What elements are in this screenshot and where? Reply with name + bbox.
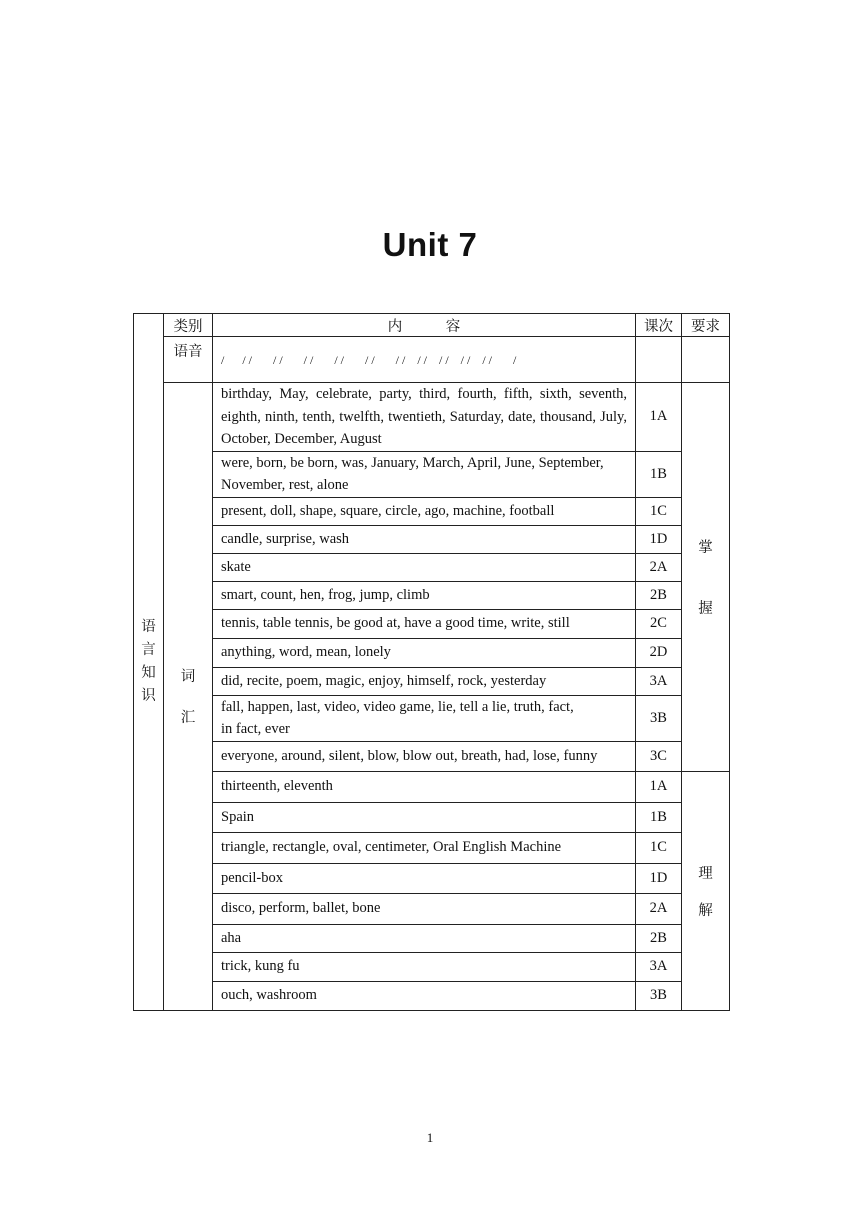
- table-row: [134, 638, 730, 667]
- lesson-cell: 2B: [636, 581, 682, 609]
- table-row: [134, 832, 730, 863]
- header-category: 类别: [164, 314, 213, 337]
- requirement-char: 握: [698, 600, 713, 617]
- lesson-cell: 3B: [636, 981, 682, 1010]
- table-row: [134, 952, 730, 981]
- phonetics-row: [134, 337, 730, 383]
- table-row: [134, 802, 730, 832]
- phonetics-requirement: [682, 337, 730, 383]
- table-row: [134, 893, 730, 924]
- lesson-cell: 1C: [636, 497, 682, 525]
- page-number: 1: [426, 1130, 434, 1145]
- vocab-content: disco, perform, ballet, bone: [213, 893, 636, 924]
- vocab-label-char: 词: [180, 669, 196, 686]
- table-row: [134, 863, 730, 893]
- table-row: [134, 667, 730, 695]
- page-title: Unit 7: [382, 226, 478, 263]
- phonetics-lesson: [636, 337, 682, 383]
- lesson-cell: 1B: [636, 802, 682, 832]
- requirement-master-cell: [682, 383, 730, 772]
- lesson-cell: 2D: [636, 638, 682, 667]
- table-row: [134, 451, 730, 497]
- lesson-cell: 1C: [636, 832, 682, 863]
- vocab-content: did, recite, poem, magic, enjoy, himself, rock, yesterday: [213, 667, 636, 695]
- header-lesson: 课次: [636, 314, 682, 337]
- table-row: [134, 924, 730, 952]
- vocab-label-char: 汇: [180, 710, 196, 727]
- vocab-content: everyone, around, silent, blow, blow out, breath, had, lose, funny: [213, 741, 636, 771]
- header-content: 内 容: [213, 314, 636, 337]
- lesson-cell: 3B: [636, 695, 682, 741]
- vocab-content: anything, word, mean, lonely: [213, 638, 636, 667]
- section-label-char: 识: [141, 687, 156, 704]
- table-row: [134, 581, 730, 609]
- lesson-cell: 1A: [636, 771, 682, 802]
- vocab-content-line: fall, happen, last, video, video game, lie, tell a lie, truth, fact,: [221, 698, 574, 715]
- vocab-content: smart, count, hen, frog, jump, climb: [213, 581, 636, 609]
- vocab-content: present, doll, shape, square, circle, ago, machine, football: [213, 497, 636, 525]
- table-row: [134, 741, 730, 771]
- lesson-cell: 1A: [636, 383, 682, 452]
- header-requirement: 要求: [682, 314, 730, 337]
- vocab-content: were, born, be born, was, January, March, April, June, September, November, rest, alone: [213, 451, 636, 497]
- vocab-content: [213, 695, 636, 741]
- vocab-content: trick, kung fu: [213, 952, 636, 981]
- vocab-label-cell: [164, 383, 213, 1011]
- vocab-content: tennis, table tennis, be good at, have a good time, write, still: [213, 609, 636, 638]
- lesson-cell: 3A: [636, 667, 682, 695]
- vocab-content-line: in fact, ever: [221, 721, 290, 737]
- lesson-cell: 1B: [636, 451, 682, 497]
- lesson-cell: 3A: [636, 952, 682, 981]
- table-row: [134, 553, 730, 581]
- table-row: [134, 695, 730, 741]
- vocab-content: ouch, washroom: [213, 981, 636, 1010]
- table-row: [134, 609, 730, 638]
- lesson-cell: 2B: [636, 924, 682, 952]
- lesson-cell: 2C: [636, 609, 682, 638]
- vocab-content: birthday, May, celebrate, party, third, fourth, fifth, sixth, seventh, eighth, ninth, tenth, twelfth, twentieth, Saturday, date, thousand, July, October, December, August: [213, 383, 636, 452]
- section-label-char: 言: [141, 641, 156, 658]
- table-row: [134, 525, 730, 553]
- lesson-cell: 1D: [636, 525, 682, 553]
- section-label-cell: [134, 314, 164, 1011]
- lesson-cell: 2A: [636, 893, 682, 924]
- requirement-char: 掌: [698, 539, 713, 556]
- vocab-content: Spain: [213, 802, 636, 832]
- table-row: [134, 771, 730, 802]
- lesson-cell: 2A: [636, 553, 682, 581]
- requirement-char: 解: [698, 902, 713, 919]
- section-label-char: 知: [141, 664, 156, 681]
- phonetics-label: 语音: [164, 337, 213, 383]
- vocab-content: skate: [213, 553, 636, 581]
- requirement-understand-cell: [682, 771, 730, 1010]
- vocab-content: aha: [213, 924, 636, 952]
- vocab-content: triangle, rectangle, oval, centimeter, Oral English Machine: [213, 832, 636, 863]
- lesson-cell: 3C: [636, 741, 682, 771]
- lesson-cell: 1D: [636, 863, 682, 893]
- table-row: [134, 383, 730, 452]
- phonetics-content: / / / / / / / / / / / / / / / / / / / / / /: [213, 337, 636, 383]
- vocab-content: candle, surprise, wash: [213, 525, 636, 553]
- requirement-char: 理: [698, 865, 713, 882]
- header-row: [134, 314, 730, 337]
- vocab-content: pencil-box: [213, 863, 636, 893]
- vocab-content: thirteenth, eleventh: [213, 771, 636, 802]
- unit-table: [133, 313, 730, 1011]
- table-row: [134, 497, 730, 525]
- table-row: [134, 981, 730, 1010]
- section-label-char: 语: [141, 618, 156, 635]
